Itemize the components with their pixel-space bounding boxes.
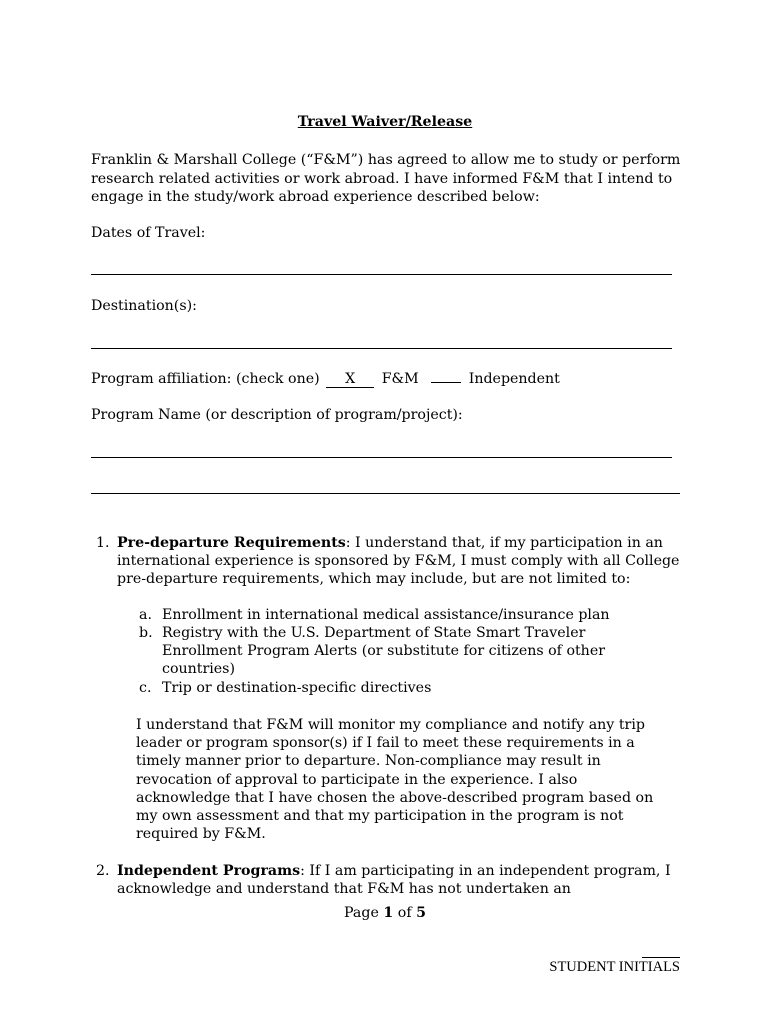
dates-label: Dates of Travel: bbox=[91, 225, 206, 241]
subitem-text: Registry with the U.S. Department of State Smart Traveler Enrollment Program Alerts (or substitute for citizens of other countries) bbox=[162, 625, 605, 678]
destination-label: Destination(s): bbox=[91, 298, 197, 314]
program-name-line-1[interactable] bbox=[91, 457, 672, 458]
program-name-line-2[interactable] bbox=[91, 493, 680, 494]
destination-line[interactable] bbox=[91, 348, 672, 349]
item-body bbox=[117, 862, 687, 898]
subitem-text: Trip or destination-specific directives bbox=[162, 680, 432, 696]
affiliation-fm-label: F&M bbox=[381, 371, 419, 387]
dates-line[interactable] bbox=[91, 274, 672, 275]
item-lead: : I understand that, if my participation in an international experience is sponsored by F&M, I must comply with all College pre-departure requirements, which may include, but are not limited to: bbox=[117, 535, 680, 588]
intro-paragraph: Franklin & Marshall College (“F&M”) has agreed to allow me to study or perform research related activities or work abroad. I have informed F&M that I intend to engage in the study/work abroad experience described below: bbox=[91, 152, 681, 205]
item-followup: I understand that F&M will monitor my compliance and notify any trip leader or program sponsor(s) if I fail to meet these requirements in a timely manner prior to departure. Non-compliance may result in revocation of approval to participate in the experience. I also acknowledge that I have chosen the above-described program based on my own assessment and that my participation in the program is not required by F&M. bbox=[136, 717, 654, 843]
item-lead: : If I am participating in an independent program, I acknowledge and understand that F&M has not undertaken an bbox=[117, 863, 671, 898]
subitem-letter: c. bbox=[139, 680, 152, 696]
item-number: 1. bbox=[96, 535, 110, 551]
affiliation-independent-blank[interactable] bbox=[431, 382, 461, 383]
affiliation-row bbox=[91, 370, 560, 388]
affiliation-fm-blank[interactable]: X bbox=[326, 372, 374, 388]
affiliation-label: Program affiliation: (check one) bbox=[91, 371, 320, 387]
program-name-label: Program Name (or description of program/project): bbox=[91, 407, 463, 423]
subitem-letter: a. bbox=[139, 607, 152, 623]
affiliation-independent-label: Independent bbox=[468, 371, 560, 387]
item-body bbox=[117, 534, 692, 589]
subitem-text: Enrollment in international medical assistance/insurance plan bbox=[162, 607, 610, 623]
document-title: Travel Waiver/Release bbox=[297, 114, 473, 130]
initials-line[interactable] bbox=[642, 957, 680, 958]
subitem-letter: b. bbox=[139, 625, 153, 641]
page-number: Page 1 of 5 bbox=[344, 905, 426, 921]
item-heading: Independent Programs bbox=[117, 863, 301, 879]
student-initials-label: STUDENT INITIALS bbox=[549, 959, 680, 975]
item-heading: Pre-departure Requirements bbox=[117, 535, 346, 551]
item-number: 2. bbox=[96, 863, 110, 879]
